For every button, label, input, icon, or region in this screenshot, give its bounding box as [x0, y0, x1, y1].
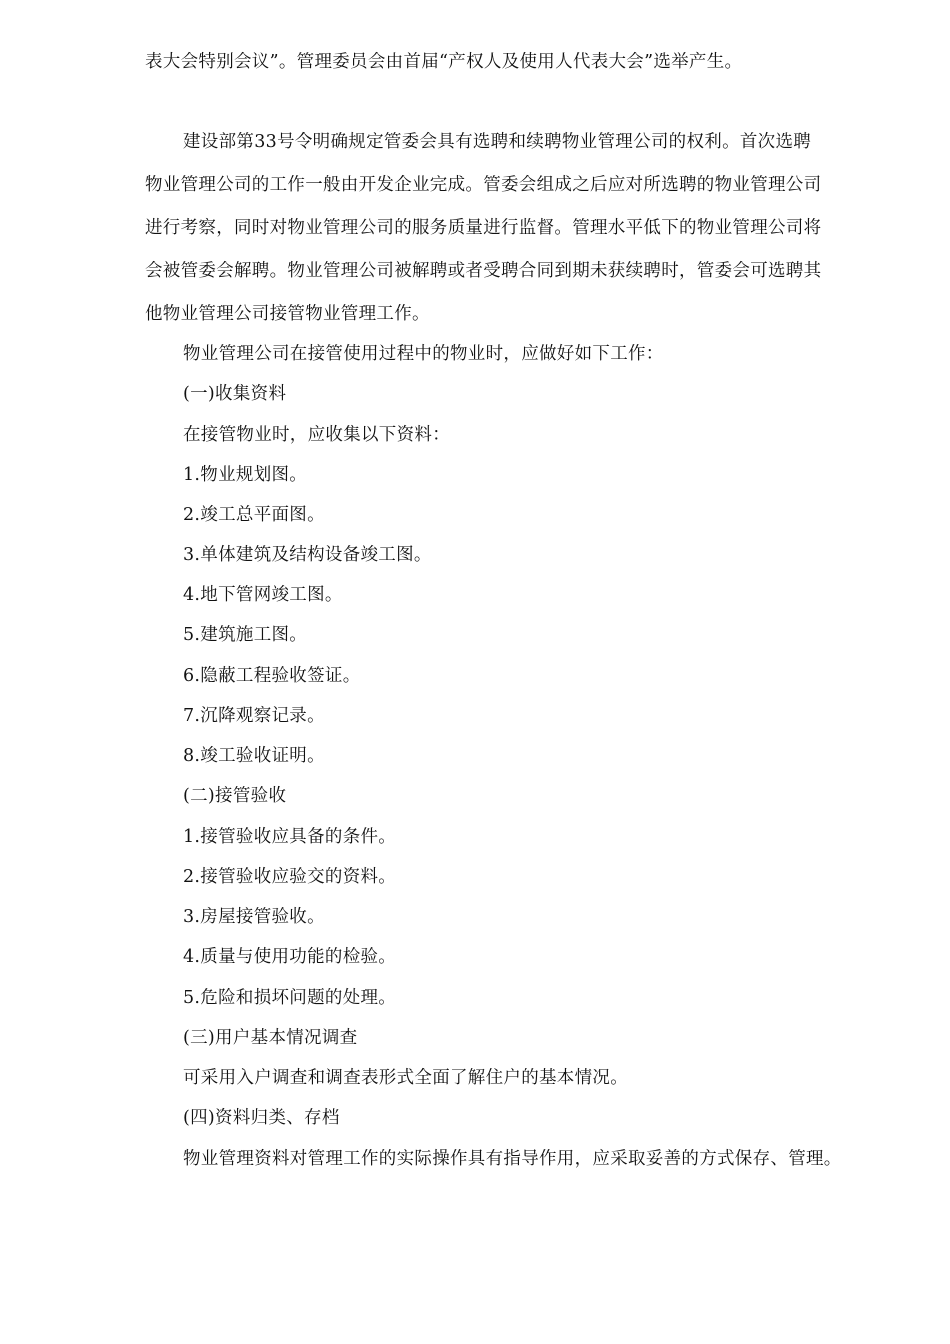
section-heading: (三)用户基本情况调查 — [183, 1028, 358, 1048]
committee-paragraph-line: 物业管理公司的工作一般由开发企业完成。管委会组成之后应对所选聘的物业管理公司 — [145, 175, 822, 195]
list-item: 7.沉降观察记录。 — [183, 706, 325, 726]
committee-paragraph-line: 会被管委会解聘。物业管理公司被解聘或者受聘合同到期未获续聘时，管委会可选聘其 — [145, 261, 822, 281]
section-body: 可采用入户调查和调查表形式全面了解住户的基本情况。 — [183, 1068, 628, 1088]
list-item: 4.质量与使用功能的检验。 — [183, 947, 397, 967]
list-item: 5.危险和损坏问题的处理。 — [183, 988, 397, 1008]
list-item: 1.物业规划图。 — [183, 465, 308, 485]
list-item: 8.竣工验收证明。 — [183, 746, 325, 766]
list-item: 5.建筑施工图。 — [183, 625, 308, 645]
intro-line: 物业管理公司在接管使用过程中的物业时，应做好如下工作： — [183, 344, 664, 364]
list-item: 6.隐蔽工程验收签证。 — [183, 666, 361, 686]
list-item: 2.竣工总平面图。 — [183, 505, 325, 525]
section-heading: (一)收集资料 — [183, 384, 287, 404]
section-heading: (二)接管验收 — [183, 786, 287, 806]
section-lead: 在接管物业时，应收集以下资料： — [183, 425, 450, 445]
list-item: 3.房屋接管验收。 — [183, 907, 325, 927]
list-item: 4.地下管网竣工图。 — [183, 585, 343, 605]
section-body: 物业管理资料对管理工作的实际操作具有指导作用，应采取妥善的方式保存、管理。 — [183, 1149, 842, 1169]
list-item: 3.单体建筑及结构设备竣工图。 — [183, 545, 432, 565]
opening-line: 表大会特别会议”。管理委员会由首届“产权人及使用人代表大会”选举产生。 — [145, 52, 743, 72]
committee-paragraph-line: 建设部第33号令明确规定管委会具有选聘和续聘物业管理公司的权利。首次选聘 — [183, 132, 812, 152]
committee-paragraph-line: 他物业管理公司接管物业管理工作。 — [145, 304, 430, 324]
list-item: 1.接管验收应具备的条件。 — [183, 827, 397, 847]
committee-paragraph-line: 进行考察，同时对物业管理公司的服务质量进行监督。管理水平低下的物业管理公司将 — [145, 218, 822, 238]
section-heading: (四)资料归类、存档 — [183, 1108, 340, 1128]
list-item: 2.接管验收应验交的资料。 — [183, 867, 397, 887]
